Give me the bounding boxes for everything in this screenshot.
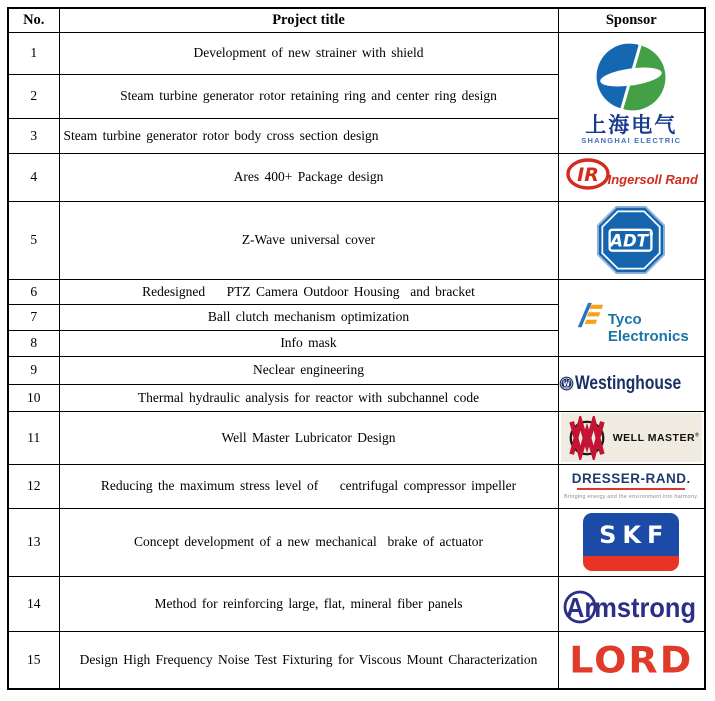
row-number: 7 — [8, 304, 59, 330]
row-number: 3 — [8, 118, 59, 153]
well-master-monogram-icon — [565, 416, 609, 460]
row-number: 12 — [8, 464, 59, 508]
tyco-mark-icon — [574, 301, 604, 329]
row-number: 5 — [8, 201, 59, 279]
row-number: 14 — [8, 576, 59, 631]
sponsor-cell-skf — [558, 508, 705, 576]
table-row — [8, 153, 705, 201]
registered-mark: ® — [695, 432, 700, 438]
skf-red-band — [583, 556, 679, 571]
row-number: 2 — [8, 74, 59, 118]
project-title-cell: Concept development of a new mechanical brake of actuator — [59, 508, 558, 576]
lord-name: LORD — [569, 638, 694, 681]
sponsor-cell-well-master — [558, 411, 705, 464]
table-row — [8, 508, 705, 576]
sponsor-cell-adt — [558, 201, 705, 279]
shanghai-electric-en-name: SHANGHAI ELECTRIC — [581, 135, 682, 145]
table-row — [8, 279, 705, 304]
project-title-cell: Reducing the maximum stress level of centrifugal compressor impeller — [59, 464, 558, 508]
sponsor-cell-westinghouse — [558, 356, 705, 411]
well-master-logo — [559, 413, 705, 462]
row-number: 6 — [8, 279, 59, 304]
table-row — [8, 201, 705, 279]
table-row — [8, 411, 705, 464]
table-row — [8, 464, 705, 508]
project-title-cell: Development of new strainer with shield — [59, 32, 558, 74]
sponsor-cell-dresser-rand — [558, 464, 705, 508]
ingersoll-rand-logo — [559, 157, 705, 197]
row-number: 11 — [8, 411, 59, 464]
row-number: 1 — [8, 32, 59, 74]
sponsor-cell-shanghai-electric — [558, 32, 705, 153]
westinghouse-name: Westinghouse — [574, 372, 681, 394]
project-title-cell: Well Master Lubricator Design — [59, 411, 558, 464]
table-row — [8, 356, 705, 384]
table-row — [8, 631, 705, 689]
tyco-name-line2: Electronics — [607, 328, 689, 345]
westinghouse-logo — [559, 365, 705, 402]
sponsor-cell-armstrong — [558, 576, 705, 631]
lord-logo — [559, 640, 705, 680]
tyco-electronics-logo — [559, 290, 705, 345]
header-sponsor: Sponsor — [558, 8, 705, 32]
row-number: 4 — [8, 153, 59, 201]
skf-name: SKF — [599, 520, 670, 549]
shanghai-electric-globe-icon — [594, 41, 668, 113]
svg-text:IR: IR — [576, 164, 599, 186]
shanghai-electric-cn-name: 上海电气 — [585, 112, 678, 137]
project-title-cell: Method for reinforcing large, flat, mineral fiber panels — [59, 576, 558, 631]
svg-text:Armstrong: Armstrong — [566, 591, 697, 623]
project-title-cell: Info mask — [59, 330, 558, 356]
sponsor-cell-tyco-electronics — [558, 279, 705, 356]
dresser-rand-red-rule — [577, 488, 685, 490]
ingersoll-rand-ir-oval-icon — [565, 157, 611, 191]
well-master-name: WELL MASTER — [612, 431, 696, 444]
table-row — [8, 32, 705, 74]
row-number: 15 — [8, 631, 59, 689]
header-no: No. — [8, 8, 59, 32]
header-row — [8, 8, 705, 32]
adt-logo — [559, 205, 705, 275]
project-title-cell: Ball clutch mechanism optimization — [59, 304, 558, 330]
row-number: 13 — [8, 508, 59, 576]
svg-text:ADT: ADT — [610, 231, 649, 251]
dresser-rand-tagline: Bringing energy and the environment into harmony. — [564, 494, 699, 501]
armstrong-wordmark-icon — [561, 583, 701, 625]
dresser-rand-logo — [559, 472, 705, 500]
row-number: 8 — [8, 330, 59, 356]
dresser-rand-name: DRESSER-RAND. — [571, 470, 691, 486]
svg-text:W: W — [562, 381, 570, 388]
header-project-title: Project title — [59, 8, 558, 32]
project-title-cell: Steam turbine generator rotor body cross section design — [59, 118, 558, 153]
project-title-cell: Neclear engineering — [59, 356, 558, 384]
project-title-cell: Ares 400+ Package design — [59, 153, 558, 201]
project-title-cell: Steam turbine generator rotor retaining ring and center ring design — [59, 74, 558, 118]
svg-text:®: ® — [648, 232, 655, 239]
adt-octagon-icon — [596, 205, 666, 275]
skf-logo — [559, 513, 705, 571]
sponsor-cell-lord — [558, 631, 705, 689]
westinghouse-circle-w-icon — [559, 365, 574, 402]
armstrong-logo — [559, 583, 705, 625]
row-number: 9 — [8, 356, 59, 384]
project-title-cell: Design High Frequency Noise Test Fixturing for Viscous Mount Characterization — [59, 631, 558, 689]
tyco-name-line1: Tyco — [607, 311, 642, 328]
project-title-cell: Redesigned PTZ Camera Outdoor Housing and bracket — [59, 279, 558, 304]
project-title-cell: Z-Wave universal cover — [59, 201, 558, 279]
table-row — [8, 576, 705, 631]
sponsor-cell-ingersoll-rand — [558, 153, 705, 201]
projects-sponsor-table — [7, 7, 706, 690]
ingersoll-rand-name: Ingersoll Rand — [607, 172, 698, 187]
project-title-cell: Thermal hydraulic analysis for reactor with subchannel code — [59, 384, 558, 411]
row-number: 10 — [8, 384, 59, 411]
shanghai-electric-logo — [559, 41, 705, 145]
